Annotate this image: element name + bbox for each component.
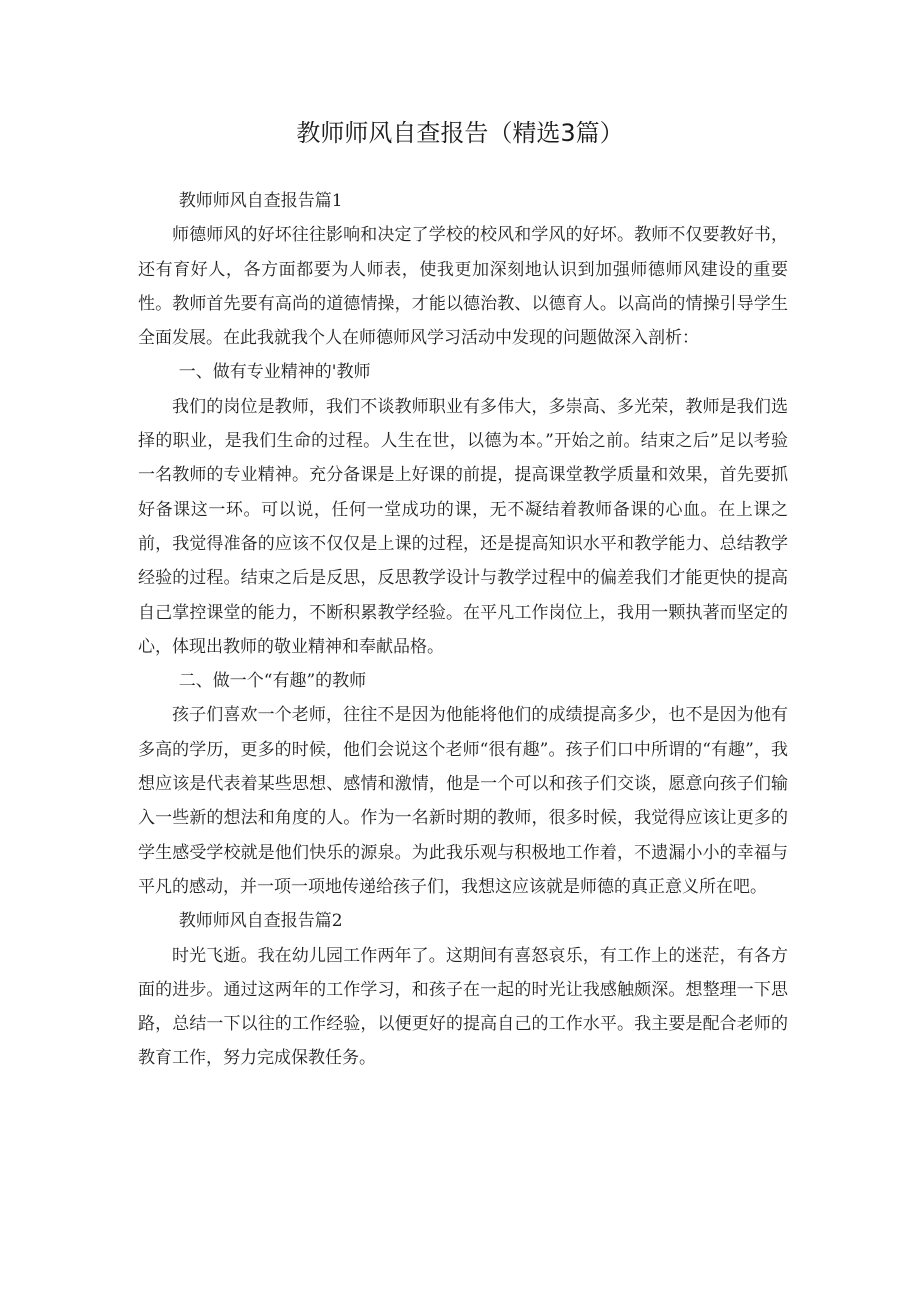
paragraph-intro: 师德师风的好坏往往影响和决定了学校的校风和学风的好坏。教师不仅要教好书，还有育好人，各方面都要为人师表，使我更加深刻地认识到加强师德师风建设的重要性。教师首先要有高尚的道德情操，才能以德治教、以德育人。以高尚的情操引导学生全面发展。在此我就我个人在师德师风学习活动中发现的问题做深入剖析： (138, 225, 788, 349)
document-body (138, 184, 788, 1076)
paragraph-interesting-teacher: 孩子们喜欢一个老师，往往不是因为他能将他们的成绩提高多少，也不是因为他有多高的学历，更多的时候，他们会说这个老师“很有趣”。孩子们口中所谓的“有趣”，我想应该是代表着某些思想、感情和激情，他是一个可以和孩子们交谈，愿意向孩子们输入一些新的想法和角度的人。作为一名新时期的教师，很多时候，我觉得应该让更多的学生感受学校就是他们快乐的源泉。为此我乐观与积极地工作着，不遗漏小小的幸福与平凡的感动，并一项一项地传递给孩子们，我想这应该就是师德的真正意义所在吧。 (138, 705, 788, 897)
section-heading-2: 教师师风自查报告篇2 (178, 911, 343, 932)
paragraph-section-2: 时光飞逝。我在幼儿园工作两年了。这期间有喜怒哀乐，有工作上的迷茫，有各方面的进步。通过这两年的工作学习，和孩子在一起的时光让我感触颇深。想整理一下思路，总结一下以往的工作经验，以便更好的提高自己的工作水平。我主要是配合老师的教育工作，努力完成保教任务。 (138, 945, 788, 1069)
subheading-professional-spirit: 一、做有专业精神的'教师 (178, 362, 371, 383)
paragraph-professional-spirit: 我们的岗位是教师，我们不谈教师职业有多伟大，多崇高、多光荣，教师是我们选择的职业，是我们生命的过程。人生在世，以德为本。”开始之前。结束之后”足以考验一名教师的专业精神。充分备课是上好课的前提，提高课堂教学质量和效果，首先要抓好备课这一环。可以说，任何一堂成功的课，无不凝结着教师备课的心血。在上课之前，我觉得准备的应该不仅仅是上课的过程，还是提高知识水平和教学能力、总结教学经验的过程。结束之后是反思，反思教学设计与教学过程中的偏差我们才能更快的提高自己掌控课堂的能力，不断积累教学经验。在平凡工作岗位上，我用一颗执著而坚定的心，体现出教师的敬业精神和奉献品格。 (138, 396, 788, 657)
section-heading-1: 教师师风自查报告篇1 (178, 191, 343, 211)
subheading-interesting-teacher: 二、做一个“有趣”的教师 (178, 671, 367, 692)
document-title: 教师师风自查报告（精选3篇） (296, 119, 624, 147)
